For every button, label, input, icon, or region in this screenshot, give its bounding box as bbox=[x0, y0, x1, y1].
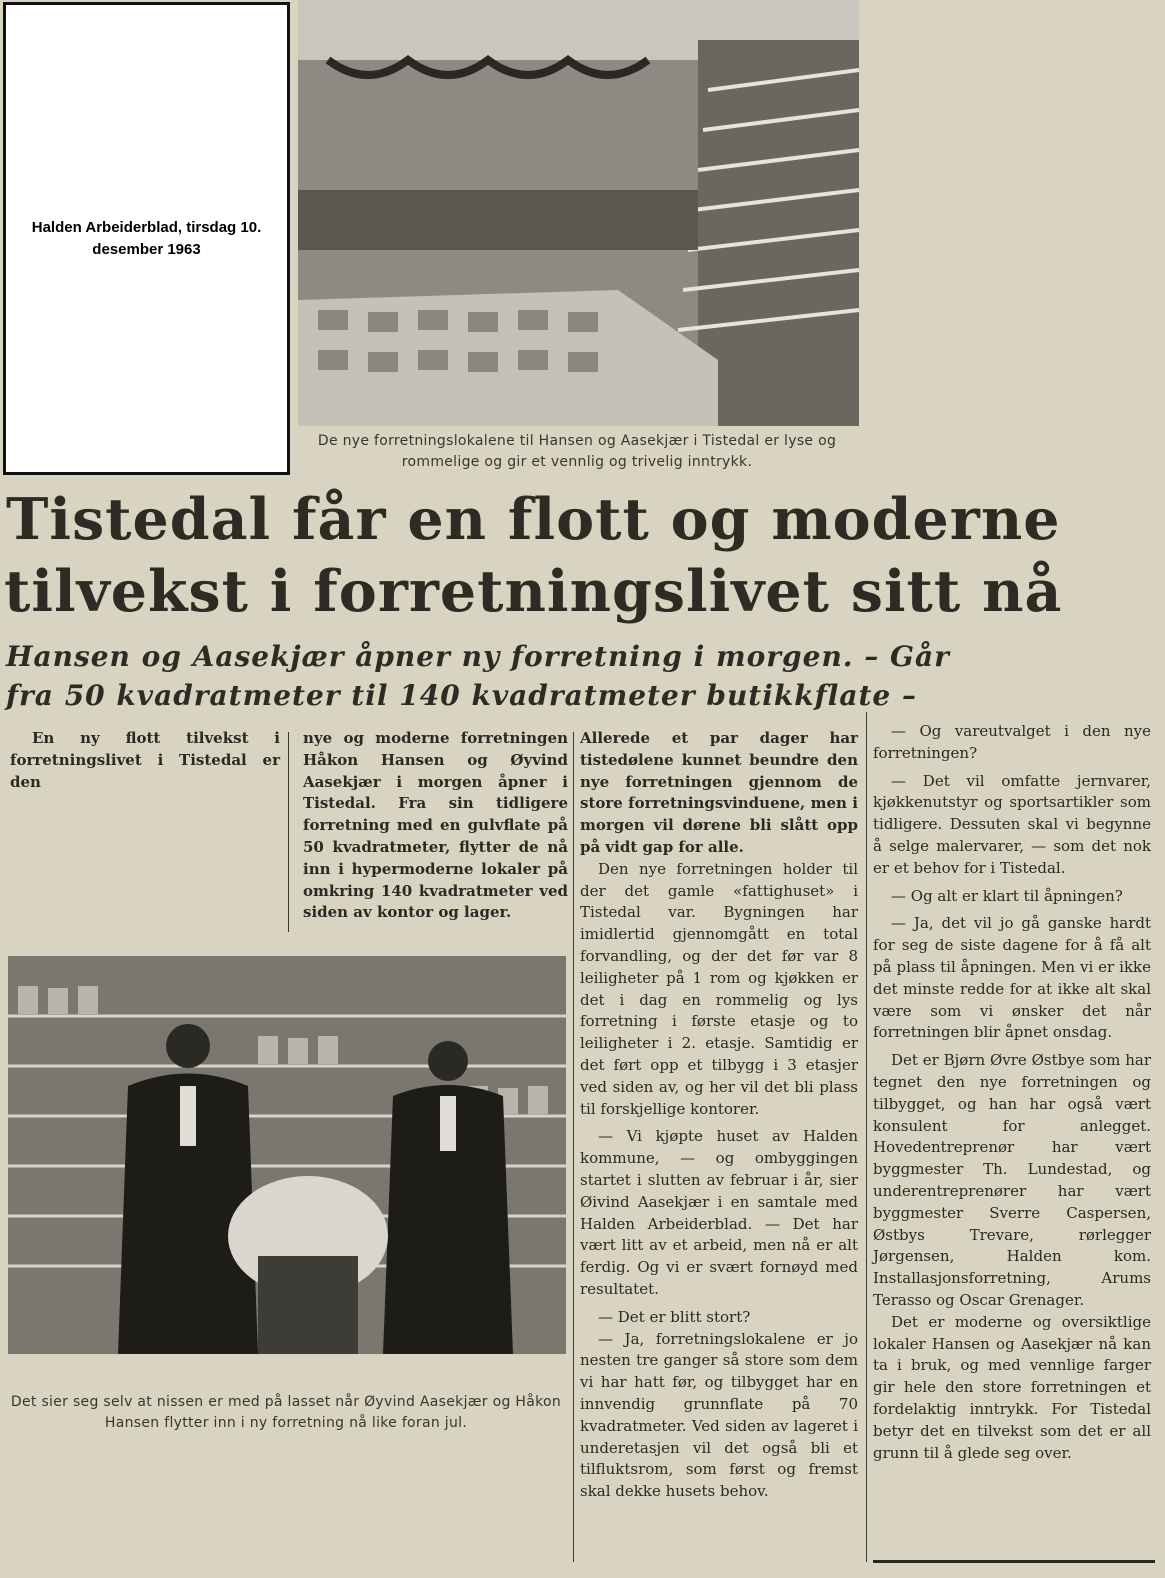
bottom-photo-caption: Det sier seg selv at nissen er med på lasset når Øyvind Aasekjær og Håkon Hansen flytter inn i ny forretning nå like foran jul. bbox=[10, 1394, 562, 1431]
article-paragraph: Det er Bjørn Øvre Østbye som har tegnet den nye forretningen og tilbygget, og han har også vært konsulent for anlegget. Hovedentreprenør har vært byggmester Th. Lundestad, og underentreprenører har vært byggmester Sverre Caspersen, Østbys Trevare, rørlegger Jørgensen, Halden kom. Installasjonsforretning, Arums Terasso og Oscar Grenager. bbox=[873, 1051, 1151, 1309]
article-paragraph: — Det vil omfatte jernvarer, kjøkkenutstyr og sportsartikler som tidligere. Dessuten skal vi begynne å selge malervarer, — som det nok er et behov for i Tistedal. bbox=[873, 771, 1151, 877]
newspaper-date-label bbox=[3, 2, 290, 475]
article-paragraph: Det er moderne og oversiktlige lokaler Hansen og Aasekjær nå kan ta i bruk, og med vennlige farger gir hele den store forretningen et fordelaktig inntrykk. For Tistedal betyr det en tilvekst som det er all grunn til å glede seg over. bbox=[873, 1312, 1151, 1462]
store-interior-photo-icon bbox=[298, 0, 859, 426]
article-column-4 bbox=[873, 721, 1151, 1464]
two-men-photo bbox=[8, 956, 566, 1354]
article-column-3 bbox=[580, 728, 858, 1503]
article-paragraph: — Ja, forretningslokalene er jo nesten tre ganger så store som dem vi har hatt før, og tilbygget har en innvendig grunnflate på 70 kvadratmeter. Ved siden av lageret i underetasjen vil det også bli et tilfluktsrom, som først og fremst skal dekke husets behov. bbox=[580, 1329, 858, 1501]
article-column-2: nye og moderne forretningen Håkon Hansen og Øyvind Aasekjær i morgen åpner i Tistedal. Fra sin tidligere forretning med en gulvflate på 50 kvadratmeter, flytter de nå inn i hypermoderne lokaler på omkring 140 kvadratmeter ved siden av kontor og lager. bbox=[303, 729, 568, 922]
column-divider bbox=[866, 712, 867, 1562]
article-paragraph: — Ja, det vil jo gå ganske hardt for seg de siste dagene for å få alt på plass til åpningen. Men vi er ikke det minste redde for at ikke alt skal være som vi ønsker det når forretningen blir åpnet onsdag. bbox=[873, 914, 1151, 1042]
article-paragraph: — Vi kjøpte huset av Halden kommune, — og ombyggingen startet i slutten av februar i år, sier Øivind Aasekjær i en samtale med Halden Arbeiderblad. — Det har vært litt av et arbeid, men nå er alt ferdig. Og vi er svært fornøyd med resultatet. bbox=[580, 1127, 858, 1298]
bottom-rule bbox=[873, 1560, 1155, 1563]
subhead-line-1: Hansen og Aasekjær åpner ny forretning i morgen. – Går bbox=[6, 640, 950, 673]
two-men-in-store-photo-icon bbox=[8, 956, 566, 1354]
column-divider bbox=[573, 732, 574, 1562]
article-paragraph: Den nye forretningen holder til der det gamle «fattighuset» i Tistedal var. Bygningen har imidlertid gjennomgått en total forvandling, og der det før var 8 leiligheter på 1 rom og kjøkken er det i dag en rommelig og lys forretning i første etasje og to leiligheter i 2. etasje. Samtidig er det ført opp et tilbygg i 3 etasjer ved siden av, og her vil det bli plass til forskjellige kontorer. bbox=[580, 859, 858, 1118]
headline-line-2: tilvekst i forretningslivet sitt nå bbox=[4, 558, 1063, 625]
label-text: Halden Arbeiderblad, tirsdag 10. desember 1963 bbox=[31, 218, 262, 258]
headline-line-1: Tistedal får en flott og moderne bbox=[6, 486, 1061, 553]
article-paragraph: — Og alt er klart til åpningen? bbox=[891, 886, 1123, 905]
store-interior-photo bbox=[298, 0, 859, 426]
article-paragraph: — Det er blitt stort? bbox=[598, 1307, 751, 1326]
article-paragraph: — Og vareutvalget i den nye forretningen? bbox=[873, 722, 1151, 762]
top-photo-caption: De nye forretningslokalene til Hansen og Aasekjær i Tistedal er lyse og rommelige og gir et vennlig og trivelig inntrykk. bbox=[317, 433, 837, 470]
subhead-line-2: fra 50 kvadratmeter til 140 kvadratmeter butikkflate – bbox=[6, 679, 917, 712]
article-column-1: En ny flott tilvekst i forretningslivet i Tistedal er den bbox=[10, 729, 280, 791]
article-paragraph: Allerede et par dager har tistedølene kunnet beundre den nye forretningen gjennom de store forretningsvinduene, men i morgen vil dørene bli slått opp på vidt gap for alle. bbox=[580, 729, 858, 856]
column-divider bbox=[288, 732, 289, 932]
